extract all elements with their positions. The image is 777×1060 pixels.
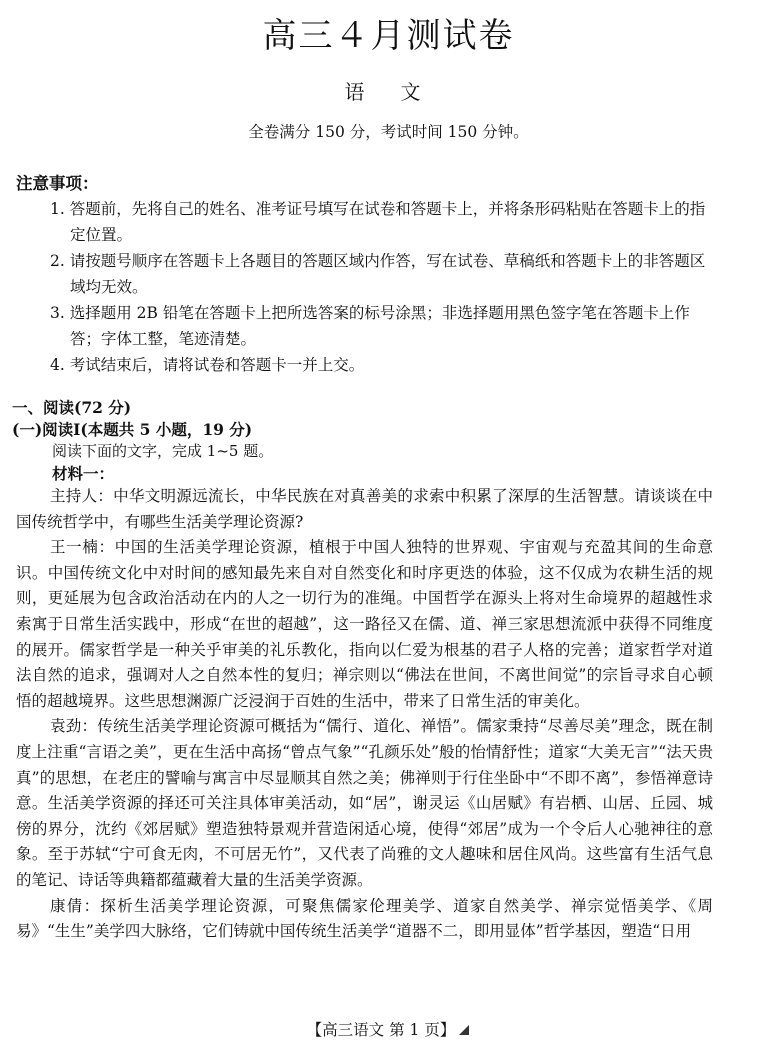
notice-item: 3. 选择题用 2B 铅笔在答题卡上把所选答案的标号涂黑；非选择题用黑色签字笔在答题卡上作答；字体工整，笔迹清楚。 <box>50 304 690 348</box>
reading-passage <box>16 484 713 945</box>
reading-instruction: 阅读下面的文字，完成 1~5 题。 <box>52 442 274 460</box>
subject-title: 语文 <box>344 80 457 104</box>
passage-paragraph: 主持人：中华文明源远流长，中华民族在对真善美的求索中积累了深厚的生活智慧。请谈谈在中国传统哲学中，有哪些生活美学理论资源? <box>16 487 713 531</box>
notice-item: 4. 考试结束后，请将试卷和答题卡一并上交。 <box>50 356 365 374</box>
notice-item: 2. 请按题号顺序在答题卡上各题目的答题区域内作答，写在试卷、草稿纸和答题卡上的非答题区域均无效。 <box>50 252 706 296</box>
part-heading: 一、阅读(72 分) <box>12 398 132 417</box>
footer-mark-icon <box>458 1024 470 1036</box>
notice-list <box>50 196 715 378</box>
sub-heading: (一)阅读Ⅰ(本题共 5 小题，19 分) <box>12 420 253 439</box>
notice-item: 1. 答题前，先将自己的姓名、准考证号填写在试卷和答题卡上，并将条形码粘贴在答题卡上的指定位置。 <box>50 200 706 244</box>
footer-text: 【高三语文 第 1 页】 <box>306 1021 456 1039</box>
notice-heading: 注意事项： <box>16 174 99 193</box>
score-line: 全卷满分 150 分，考试时间 150 分钟。 <box>248 123 529 141</box>
passage-paragraph: 康倩：探析生活美学理论资源，可聚焦儒家伦理美学、道家自然美学、禅宗觉悟美学、《周易》“生生”美学四大脉络，它们铸就中国传统生活美学“道器不二，即用显体”哲学基因，塑造“日用 <box>16 896 713 941</box>
exam-title: 高三４月测试卷 <box>262 16 515 56</box>
passage-paragraph: 袁劲：传统生活美学理论资源可概括为“儒行、道化、禅悟”。儒家秉持“尽善尽美”理念，既在制度上注重“言语之美”，更在生活中高扬“曾点气象”“孔颜乐处”般的怡情舒性；道家“大美无言”“法天贵真”的思想，在老庄的譬喻与寓言中尽显顺其自然之美；佛禅则于行住坐卧中“不即不离”，参悟禅意诗意。生活美学资源的择还可关注具体审美活动，如“居”，谢灵运《山居赋》有岩栖、山居、丘园、城傍的界分，沈约《郊居赋》塑造独特景观并营造闲适心境，使得“郊居”成为一个令后人心驰神往的意象。至于苏轼“宁可食无肉，不可居无竹”，又代表了尚雅的文人趣味和居住风尚。这些富有生活气息的笔记、诗话等典籍都蕴藏着大量的生活美学资源。 <box>16 717 713 889</box>
material-label: 材料一： <box>52 464 115 483</box>
passage-paragraph: 王一楠：中国的生活美学理论资源，植根于中国人独特的世界观、宇宙观与充盈其间的生命意识。中国传统文化中对时间的感知最先来自对自然变化和时序更迭的体验，这不仅成为农耕生活的规则，更延展为包含政治活动在内的人之一切行为的准绳。中国哲学在源头上将对生命境界的超越性求索寓于日常生活实践中，形成“在世的超越”，这一路径又在儒、道、禅三家思想流派中获得不同维度的展开。儒家哲学是一种关乎审美的礼乐教化，指向以仁爱为根基的君子人格的完善；道家哲学对道法自然的追求，强调对人之自然本性的复归；禅宗则以“佛法在世间，不离世间觉”的宗旨寻求自心顿悟的超越境界。这些思想渊源广泛浸润于百姓的生活中，带来了日常生活的审美化。 <box>16 538 713 710</box>
page-footer <box>0 1018 777 1040</box>
